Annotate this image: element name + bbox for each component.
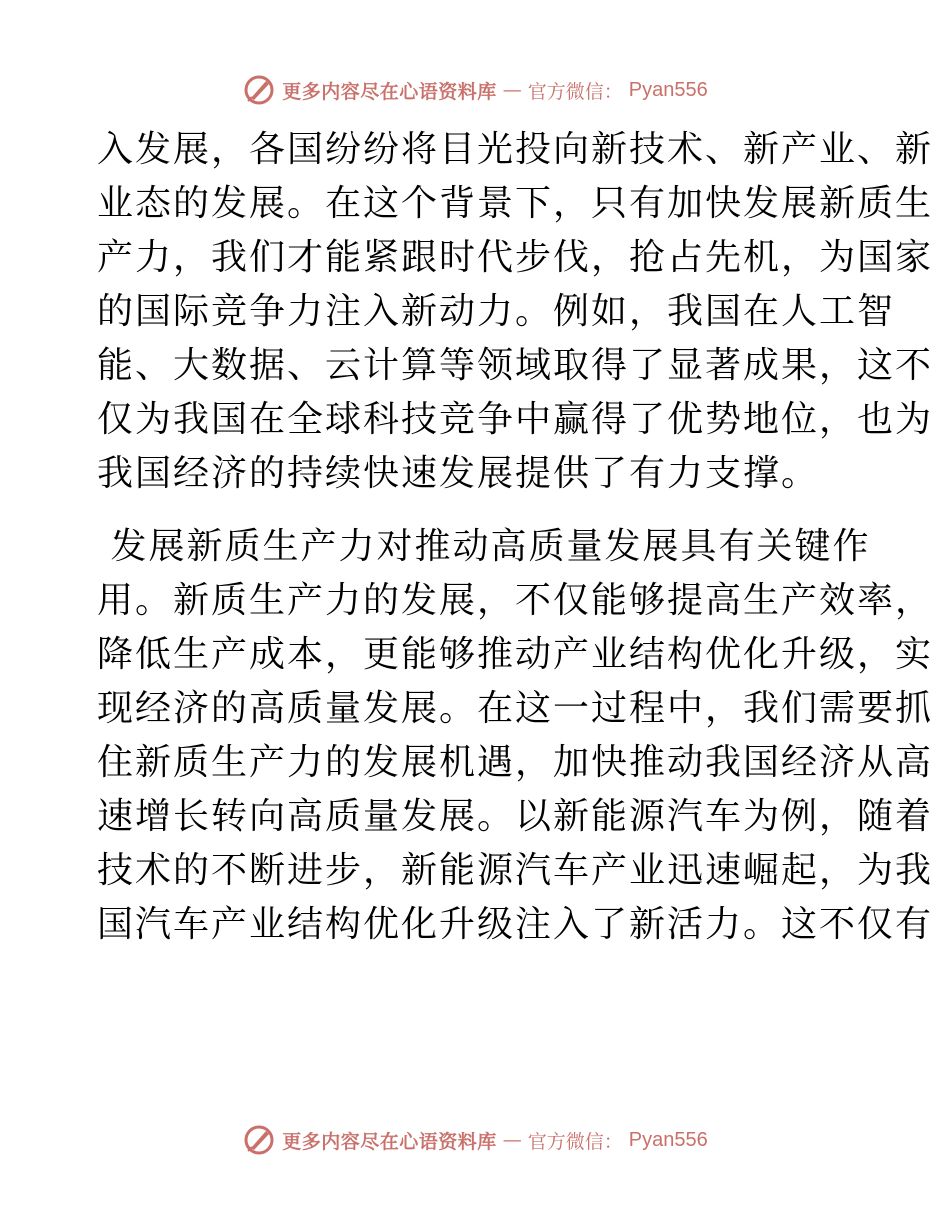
text-line: 发展新质生产力对推动高质量发展具有关键作: [97, 526, 871, 567]
header-watermark: [0, 70, 950, 110]
text-line: 技术的不断进步，新能源汽车产业迅速崛起，为我: [97, 850, 934, 891]
text-line: 入发展，各国纷纷将目光投向新技术、新产业、新: [97, 129, 934, 170]
text-line: 用。新质生产力的发展，不仅能够提高生产效率，: [97, 580, 934, 621]
text-line: 能、大数据、云计算等领域取得了显著成果，这不: [97, 345, 934, 386]
paragraph-2: [97, 520, 934, 952]
paragraph-spacer: [97, 501, 857, 520]
text-line: 国汽车产业结构优化升级注入了新活力。这不仅有: [97, 904, 934, 945]
watermark-wechat-id: Pyan556: [628, 78, 708, 101]
text-line: 仅为我国在全球科技竞争中赢得了优势地位，也为: [97, 399, 934, 440]
watermark-wechat-id: Pyan556: [628, 1128, 708, 1151]
text-line: 的国际竞争力注入新动力。例如，我国在人工智: [97, 291, 896, 332]
watermark-brand: 更多内容尽在心语资料库: [282, 80, 497, 103]
quill-circle-logo-icon: [242, 73, 276, 107]
text-line: 降低生产成本，更能够推动产业结构优化升级，实: [97, 634, 934, 675]
document-body: [97, 123, 934, 952]
text-line: 业态的发展。在这个背景下，只有加快发展新质生: [97, 183, 934, 224]
watermark-official-label: 官方微信：: [527, 1130, 623, 1153]
watermark-separator: —: [502, 1129, 522, 1151]
watermark-brand: 更多内容尽在心语资料库: [282, 1130, 497, 1153]
paragraph-1: [97, 123, 934, 501]
text-line: 产力，我们才能紧跟时代步伐，抢占先机，为国家: [97, 237, 934, 278]
text-line: 现经济的高质量发展。在这一过程中，我们需要抓: [97, 688, 934, 729]
watermark-official-label: 官方微信：: [527, 80, 623, 103]
watermark-separator: —: [502, 79, 522, 101]
text-line: 速增长转向高质量发展。以新能源汽车为例，随着: [97, 796, 934, 837]
footer-watermark: [0, 1120, 950, 1160]
text-line: 住新质生产力的发展机遇，加快推动我国经济从高: [97, 742, 934, 783]
text-line: 我国经济的持续快速发展提供了有力支撑。: [97, 453, 820, 494]
quill-circle-logo-icon: [242, 1123, 276, 1157]
